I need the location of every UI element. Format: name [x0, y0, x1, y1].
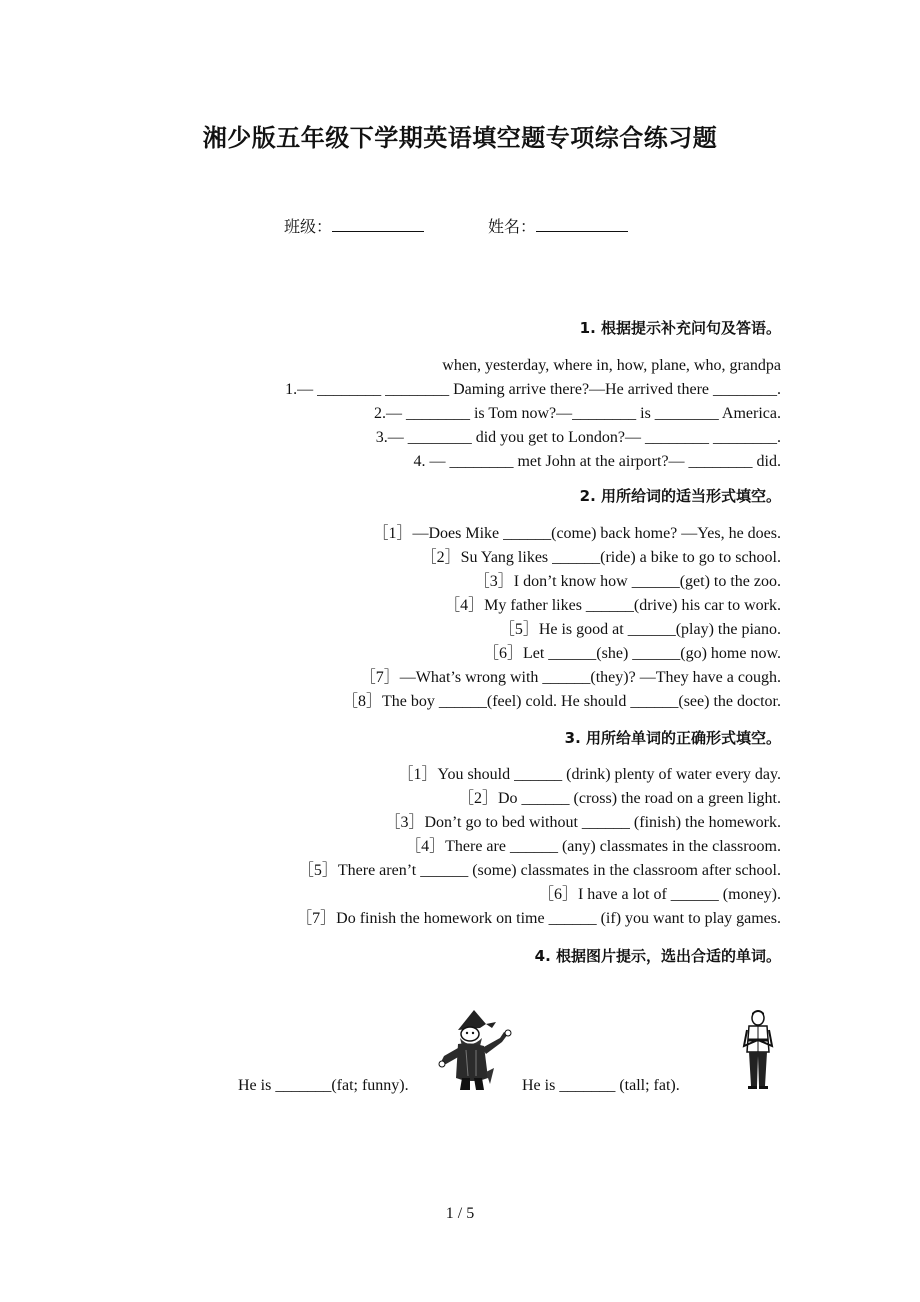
section-2-line-4: ［4］My father likes ______(drive) his car to work. [444, 597, 781, 614]
section-2-line-2: ［2］Su Yang likes ______(ride) a bike to go to school. [420, 549, 781, 566]
section-3-line-3: ［3］Don’t go to bed without ______ (finish) the homework. [384, 814, 781, 831]
section-2-heading: 2. 用所给词的适当形式填空。 [579, 487, 781, 505]
section-4-item-2-text: He is _______ (tall; fat). [522, 1077, 680, 1094]
section-1-line-2: 2.— ________ is Tom now?—________ is ________ America. [373, 405, 781, 422]
section-2-line-3: ［3］I don’t know how ______(get) to the zoo. [473, 573, 781, 590]
section-2-line-1: ［1］—Does Mike ______(come) back home? —Yes, he does. [372, 525, 781, 542]
section-2-line-6: ［6］Let ______(she) ______(go) home now. [482, 645, 781, 662]
section-3-line-4: ［4］There are ______ (any) classmates in the classroom. [405, 838, 781, 855]
section-3-line-6: ［6］I have a lot of ______ (money). [537, 886, 781, 903]
page-number: 1 / 5 [445, 1205, 475, 1222]
section-2-line-7: ［7］—What’s wrong with ______(they)? —They have a cough. [359, 669, 781, 686]
section-3-line-5: ［5］There aren’t ______ (some) classmates in the classroom after school. [297, 862, 781, 879]
class-label: 班级： [284, 217, 333, 236]
section-3-heading: 3. 用所给单词的正确形式填空。 [564, 729, 781, 747]
section-4-item-1-text: He is _______(fat; funny). [238, 1077, 409, 1094]
section-2-line-8: ［8］The boy ______(feel) cold. He should ______(see) the doctor. [341, 693, 781, 710]
name-field [488, 214, 628, 237]
section-3-line-1: ［1］You should ______ (drink) plenty of water every day. [397, 766, 781, 783]
wizard-clown-figure [436, 1008, 516, 1094]
class-blank[interactable] [332, 217, 424, 232]
section-3-line-7: ［7］Do finish the homework on time ______ (if) you want to play games. [296, 910, 781, 927]
page-title: 湘少版五年级下学期英语填空题专项综合练习题 [202, 124, 718, 152]
section-3-line-2: ［2］Do ______ (cross) the road on a green light. [457, 790, 781, 807]
section-2-line-5: ［5］He is good at ______(play) the piano. [498, 621, 781, 638]
section-1-heading: 1. 根据提示补充问句及答语。 [579, 319, 781, 337]
class-field [284, 214, 424, 237]
section-1-line-1: 1.— ________ ________ Daming arrive there?—He arrived there ________. [285, 381, 781, 398]
section-1-line-3: 3.— ________ did you get to London?— ________ ________. [375, 429, 781, 446]
section-1-line-4: 4. — ________ met John at the airport?— ________ did. [413, 453, 781, 470]
section-1-word-bank: when, yesterday, where in, how, plane, who, grandpa [442, 357, 781, 374]
tall-man-figure [740, 1010, 776, 1090]
name-blank[interactable] [536, 217, 628, 232]
name-label: 姓名： [488, 217, 537, 236]
section-4-heading: 4. 根据图片提示，选出合适的单词。 [534, 947, 781, 965]
